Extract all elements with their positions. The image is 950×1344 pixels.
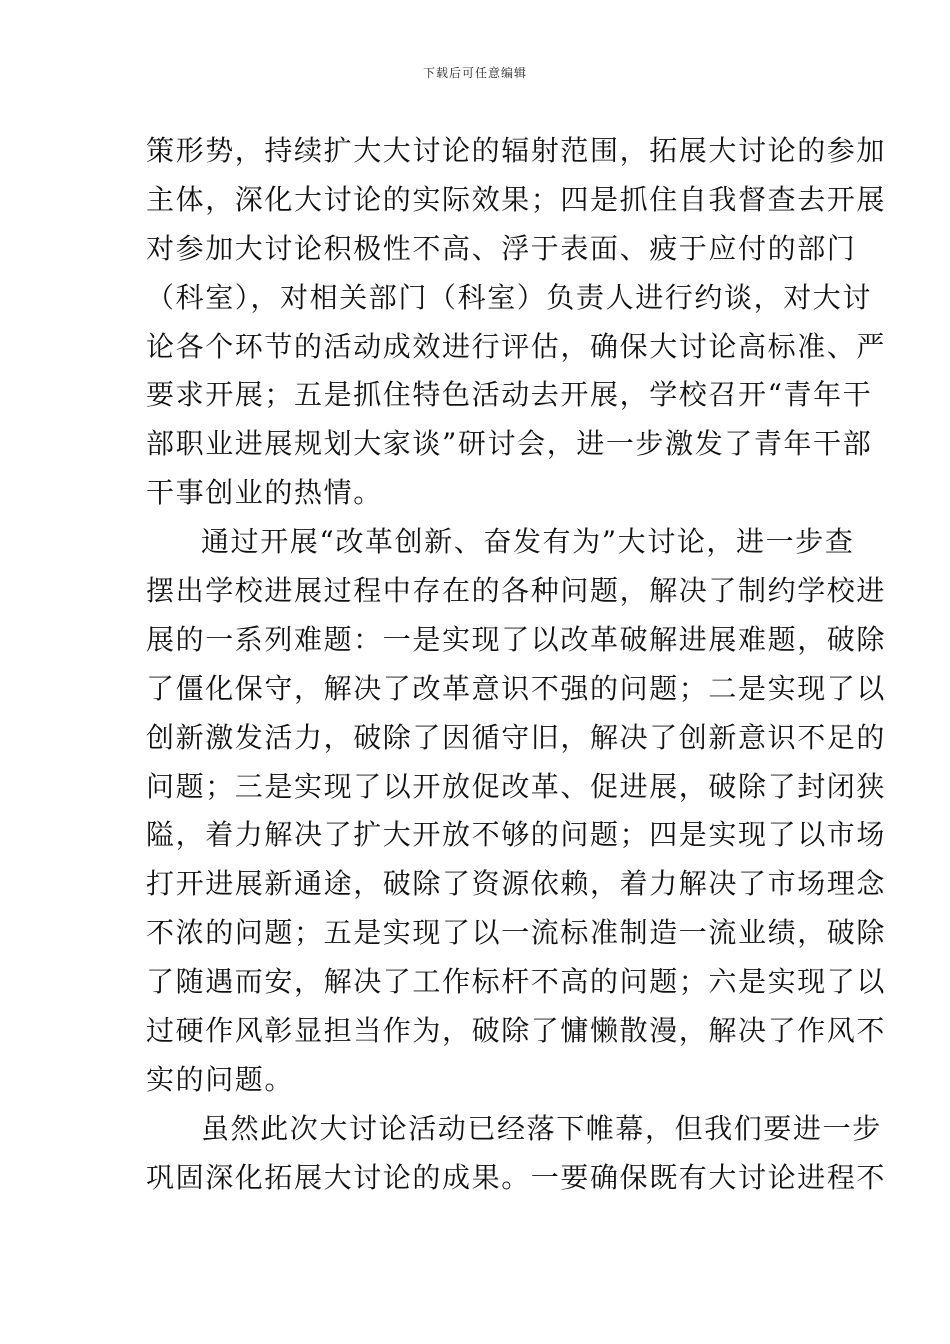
text-line: 不浓的问题；五是实现了以一流标准制造一流业绩，破除: [146, 916, 887, 950]
text-line: 隘，着力解决了扩大开放不够的问题；四是实现了以市场: [146, 818, 887, 852]
text-line: 问题；三是实现了以开放促改革、促进展，破除了封闭狭: [146, 769, 887, 803]
body-text: [146, 127, 887, 1203]
text-line: 巩固深化拓展大讨论的成果。一要确保既有大讨论进程不: [146, 1160, 887, 1194]
text-line: 了僵化保守，解决了改革意识不强的问题；二是实现了以: [146, 671, 887, 705]
text-line: 干事创业的热情。: [146, 476, 383, 510]
text-line: 通过开展“改革创新、奋发有为”大讨论，进一步查: [201, 525, 855, 559]
text-line: 对参加大讨论积极性不高、浮于表面、疲于应付的部门: [146, 231, 857, 265]
text-line: 创新激发活力，破除了因循守旧，解决了创新意识不足的: [146, 720, 887, 754]
text-line: 策形势，持续扩大大讨论的辐射范围，拓展大讨论的参加: [146, 134, 887, 167]
text-line: 论各个环节的活动成效进行评估，确保大讨论高标准、严: [146, 329, 887, 363]
text-line: 过硬作风彰显担当作为，破除了慵懒散漫，解决了作风不: [146, 1014, 887, 1048]
text-line: 了随遇而安，解决了工作标杆不高的问题；六是实现了以: [146, 965, 887, 999]
text-line: （科室），对相关部门（科室）负责人进行约谈，对大讨: [146, 280, 873, 314]
text-line: 展的一系列难题：一是实现了以改革破解进展难题，破除: [146, 622, 887, 656]
text-line: 摆出学校进展过程中存在的各种问题，解决了制约学校进: [146, 574, 887, 608]
text-line: 部职业进展规划大家谈”研讨会，进一步激发了青年干部: [146, 427, 873, 461]
text-line: 要求开展；五是抓住特色活动去开展，学校召开“青年干: [146, 378, 873, 412]
page-header: 下载后可任意编辑: [422, 66, 527, 80]
text-line: 主体，深化大讨论的实际效果；四是抓住自我督查去开展: [146, 182, 887, 216]
text-line: 实的问题。: [146, 1062, 295, 1096]
text-line: 虽然此次大讨论活动已经落下帷幕，但我们要进一步: [201, 1111, 882, 1145]
text-line: 打开进展新通途，破除了资源依赖，着力解决了市场理念: [146, 867, 887, 901]
